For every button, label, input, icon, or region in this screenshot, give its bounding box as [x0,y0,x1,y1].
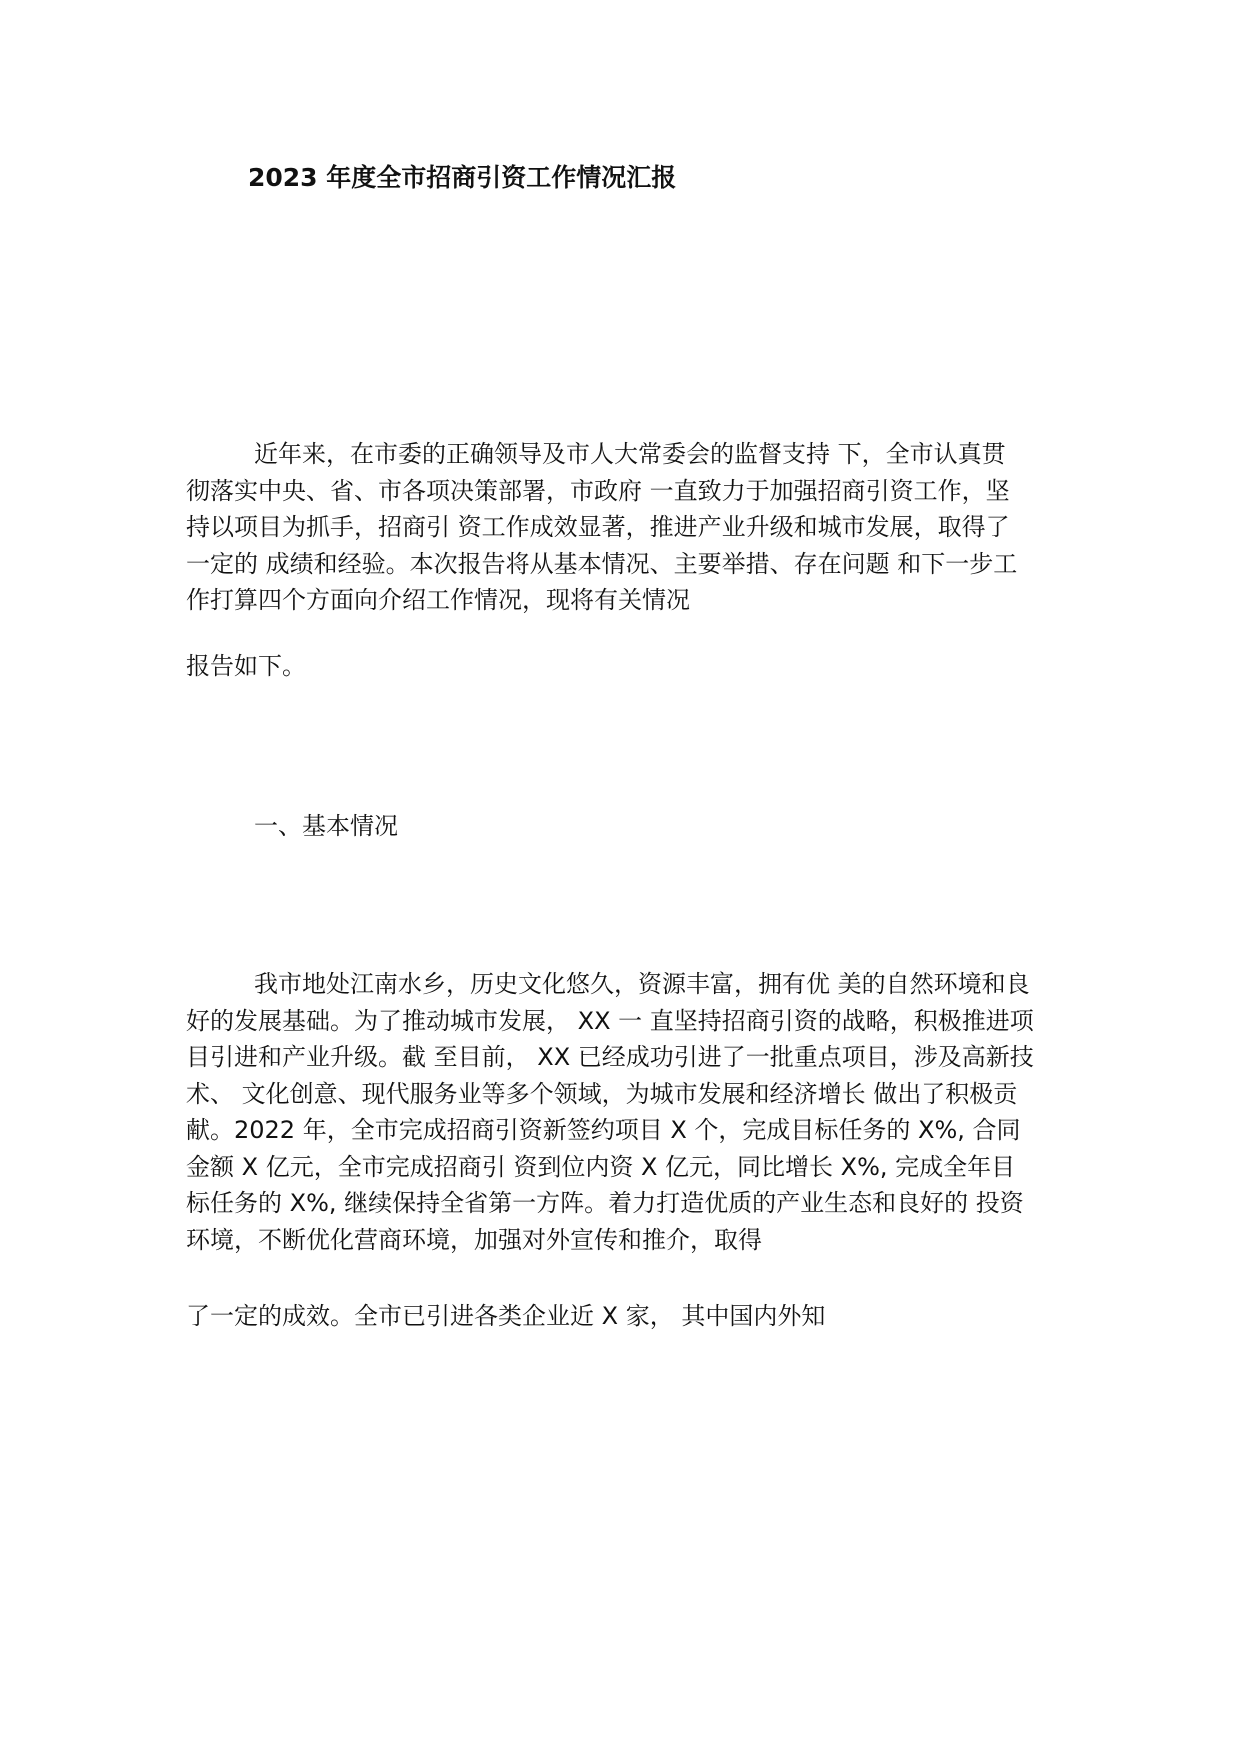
intro-line: 一定的 成绩和经验。本次报告将从基本情况、主要举措、存在问题 和下一步工 [186,549,1018,578]
intro-line: 彻落实中央、省、市各项决策部署，市政府 一直致力于加强招商引资工作，坚 [186,476,1010,505]
intro-tail-line: 报告如下。 [186,652,306,680]
section1-line: 金额 X 亿元，全市完成招商引 资到位内资 X 亿元，同比增长 X%, 完成全年目 [186,1152,1016,1181]
document-title: 2023 年度全市招商引资工作情况汇报 [248,163,677,192]
intro-line: 作打算四个方面向介绍工作情况，现将有关情况 [186,586,690,614]
section-heading-basic: 一、基本情况 [254,812,398,840]
section1-paragraph [186,966,1056,1258]
intro-line: 持以项目为抓手，招商引 资工作成效显著，推进产业升级和城市发展，取得了 [186,513,1010,541]
section1-line: 我市地处江南水乡，历史文化悠久，资源丰富，拥有优 美的自然环境和良 [254,970,1030,998]
section1-line: 环境，不断优化营商环境，加强对外宣传和推介，取得 [186,1225,762,1254]
intro-paragraph [186,436,1056,619]
section1-line: 好的发展基础。为了推动城市发展， XX 一 直坚持招商引资的战略，积极推进项 [186,1006,1034,1035]
intro-line: 近年来，在市委的正确领导及市人大常委会的监督支持 下，全市认真贯 [254,440,1006,468]
section1-line: 标任务的 X%, 继续保持全省第一方阵。着力打造优质的产业生态和良好的 投资 [186,1189,1024,1217]
section1-tail-line: 了一定的成效。全市已引进各类企业近 X 家， 其中国内外知 [186,1302,826,1330]
section1-line: 献。2022 年，全市完成招商引资新签约项目 X 个，完成目标任务的 X%, 合同 [186,1116,1021,1144]
section1-line: 术、 文化创意、现代服务业等多个领域，为城市发展和经济增长 做出了积极贡 [186,1079,1018,1108]
section1-line: 目引进和产业升级。截 至目前， XX 已经成功引进了一批重点项目，涉及高新技 [186,1043,1034,1071]
